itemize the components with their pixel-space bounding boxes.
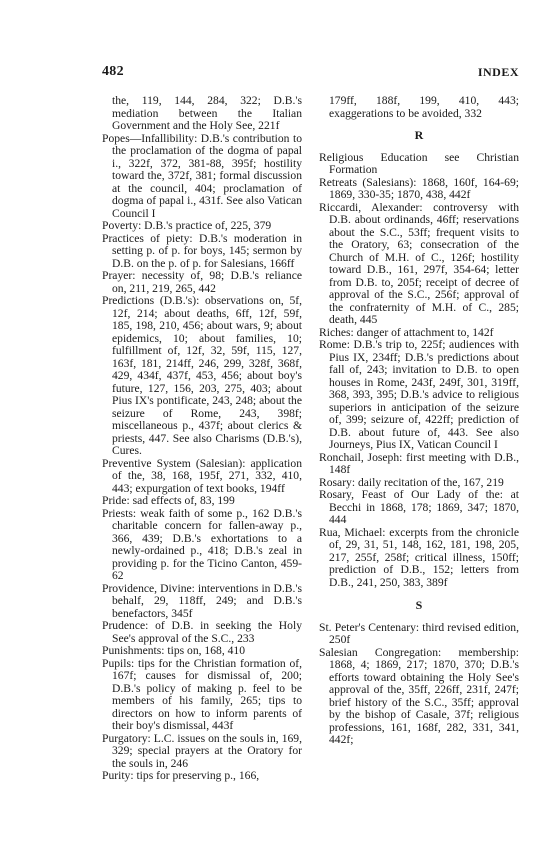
index-entry: Prudence: of D.B. in seeking the Holy See's approval of the S.C., 233: [102, 619, 302, 645]
index-entry: Prayer: necessity of, 98; D.B.'s reliance on, 211, 219, 265, 442: [102, 269, 302, 295]
index-entry: Purity: tips for preserving p., 166,: [102, 769, 260, 782]
index-entry: Predictions (D.B.'s): observations on, 5f, 12f, 214; about deaths, 6ff, 12f, 59f, 185, 198, 210, 456; about wars, 9; about epidemics, 10; about families, 10; fulfillment of, 12f, 32, 59f, 115, 127, 163f, 181, 214ff, 246, 299, 328f, 368f, 429, 434f, 437f, 453, 456; about boy's future, 127, 156, 203, 275, 403; about Pius IX's pontificate, 243, 248; about the seizure of Rome, 243, 398f; miscellaneous p., 437f; about clerics & priests, 447. See also Charisms (D.B.'s), Cures.: [102, 294, 302, 457]
page-number: 482: [102, 64, 124, 79]
index-entry: Pride: sad effects of, 83, 199: [102, 494, 235, 507]
index-entry: Purgatory: L.C. issues on the souls in, 169, 329; special prayers at the Oratory for the souls in, 246: [102, 731, 302, 770]
index-entry: Poverty: D.B.'s practice of, 225, 379: [102, 219, 272, 232]
index-column-left: [102, 95, 302, 783]
index-entry: Salesian Congregation: membership: 1868, 4; 1869, 217; 1870, 370; D.B.'s efforts toward obtaining the Holy See's approval of the, 35ff, 226ff, 231f, 247f; brief history of the S.C., 35ff; approval by the bishop of Casale, 37f; religious professions, 161, 168f, 282, 331, 341, 442f;: [319, 645, 519, 746]
index-entry: the, 119, 144, 284, 322; D.B.'s mediation between the Italian Government and the Holy See, 221f: [112, 94, 302, 132]
section-letter-r: R: [414, 128, 424, 142]
index-entry: Preventive System (Salesian): application of the, 38, 168, 195f, 271, 332, 410, 443; expurgation of text books, 194ff: [102, 456, 302, 495]
index-entry: Retreats (Salesians): 1868, 160f, 164-69; 1869, 330-35; 1870, 438, 442f: [319, 175, 519, 201]
index-entry: Punishments: tips on, 168, 410: [102, 644, 246, 657]
index-entry: Rua, Michael: excerpts from the chronicle of, 29, 31, 51, 148, 162, 181, 198, 205, 217, 255f, 258f; critical illness, 150ff; prediction of D.B., 152; letters from D.B., 241, 250, 383, 389f: [319, 525, 519, 589]
index-entry: Riccardi, Alexander: controversy with D.B. about ordinands, 46ff; reservations about the S.C., 53ff; frequent visits to the Oratory, 63; consecration of the Church of M.H. of C., 126f; hostility toward D.B., 161, 297f, 354-64; letter from D.B. to, 205f; receipt of decree of approval of the S.C., 256f; approval of the confraternity of M.H. of C., 285; death, 445: [319, 200, 519, 326]
index-entry: Ronchail, Joseph: first meeting with D.B., 148f: [319, 450, 519, 476]
index-entry: Religious Education see Christian Formation: [319, 150, 519, 176]
index-entry: 179ff, 188f, 199, 410, 443; exaggerations to be avoided, 332: [329, 94, 519, 120]
index-entry: Riches: danger of attachment to, 142f: [319, 325, 494, 339]
index-entry: Rosary, Feast of Our Lady of the: at Becchi in 1868, 178; 1869, 347; 1870, 444: [319, 488, 519, 526]
section-letter-s: S: [415, 598, 423, 612]
index-entry: Rosary: daily recitation of the, 167, 219: [319, 475, 504, 489]
index-entry: St. Peter's Centenary: third revised edition, 250f: [319, 620, 519, 646]
index-entry: Providence, Divine: interventions in D.B.'s behalf, 29, 118ff, 249; and D.B.'s benefactors, 345f: [102, 581, 302, 620]
index-column-right: [319, 95, 519, 747]
index-entry: Pupils: tips for the Christian formation of, 167f; causes for dismissal of, 200; D.B.'s policy of making p. feel to be members of his family, 265; tips to directors on how to inform parents of their boy's dismissal, 443f: [102, 656, 302, 732]
page-header: [102, 64, 519, 82]
index-entry: Priests: weak faith of some p., 162 D.B.'s charitable concern for fallen-away p., 366, 439; D.B.'s exhortations to a newly-ordained p., 418; D.B.'s zeal in providing p. for the Ticino Canton, 459-62: [102, 506, 302, 582]
index-entry: Rome: D.B.'s trip to, 225f; audiences with Pius IX, 234ff; D.B.'s predictions about fall of, 243; invitation to D.B. to open houses in Rome, 243f, 249f, 301, 319ff, 368, 393, 395; D.B.'s advice to religious superiors in anticipation of the seizure of, 399; seizure of, 422ff; prediction of D.B. about future of, 443. See also Journeys, Pius IX, Vatican Council I: [319, 338, 519, 451]
index-entry: Popes—Infallibility: D.B.'s contribution to the proclamation of the dogma of papal i., 322f, 372, 381-88, 395f; hostility toward the, 372f, 381; formal discussion at the council, 404; proclamation of dogma of papal i., 431f. See also Vatican Council I: [102, 131, 302, 220]
index-entry: Practices of piety: D.B.'s moderation in setting p. of p. for boys, 145; sermon by D.B. on the p. of p. for Salesians, 166ff: [102, 231, 302, 270]
running-head: INDEX: [477, 65, 519, 79]
